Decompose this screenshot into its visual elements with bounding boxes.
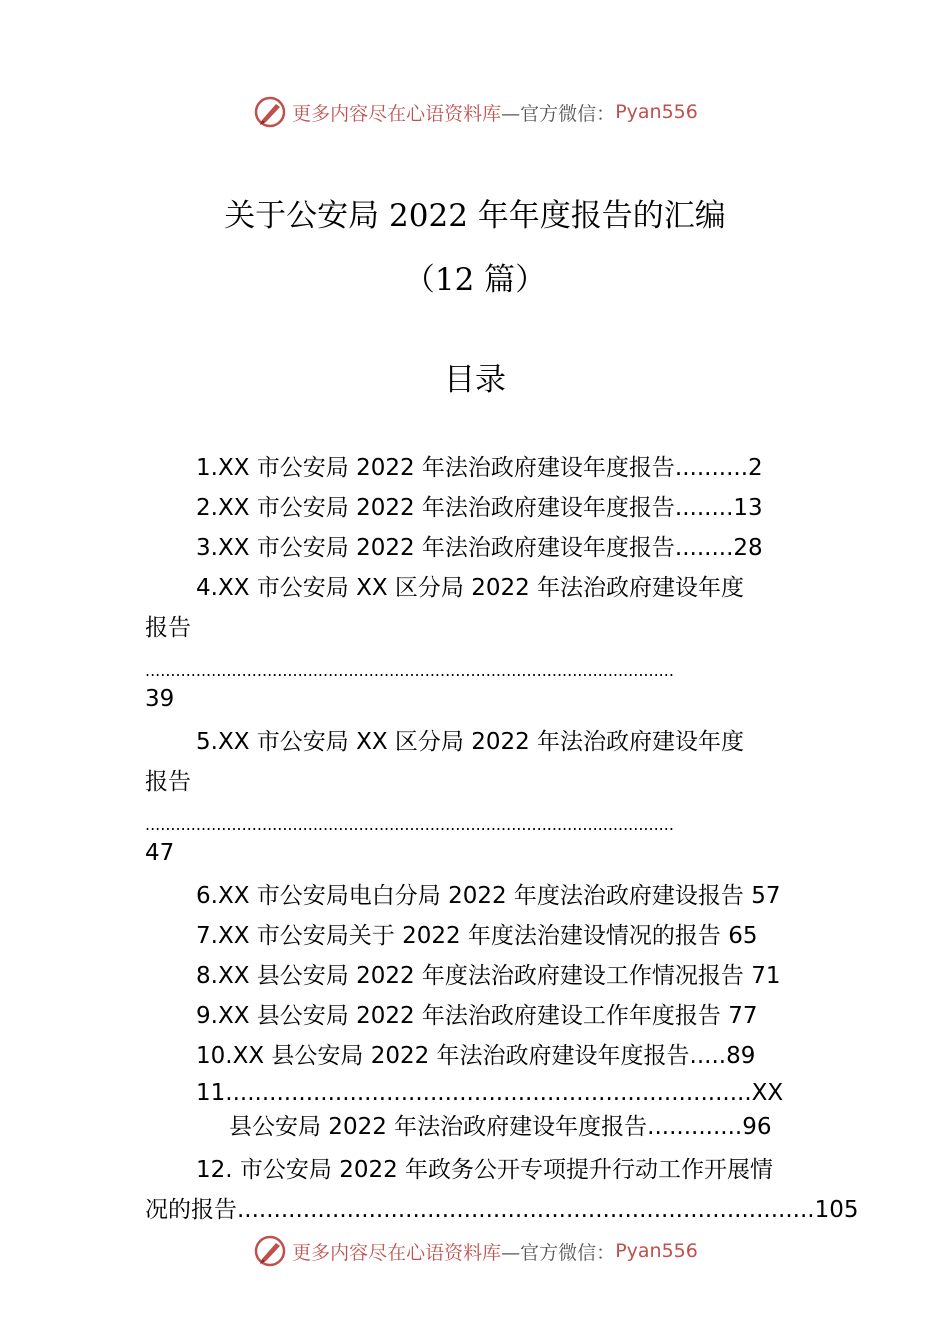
banner-label-text: —官方微信：	[501, 102, 616, 125]
toc-item-10[interactable]: 10.XX 县公安局 2022 年法治政府建设年度报告.....89	[196, 1043, 756, 1069]
footer-banner	[0, 1233, 950, 1269]
toc-item-4-line2[interactable]: 报告	[145, 615, 191, 641]
toc-item-11-line2[interactable]: 县公安局 2022 年法治政府建设年度报告.............96	[229, 1114, 772, 1140]
banner-account-text: Pyan556	[615, 1240, 698, 1262]
toc-item-12-line1[interactable]: 12. 市公安局 2022 年政务公开专项提升行动工作开展情	[196, 1157, 774, 1183]
table-of-contents	[145, 448, 859, 1230]
document-title: 关于公安局 2022 年年度报告的汇编	[224, 198, 726, 234]
banner-brand-text: 更多内容尽在心语资料库	[292, 1241, 502, 1264]
banner-label-text: —官方微信：	[501, 1241, 616, 1264]
toc-item-8[interactable]: 8.XX 县公安局 2022 年度法治政府建设工作情况报告 71	[196, 963, 781, 989]
toc-item-1[interactable]: 1.XX 市公安局 2022 年法治政府建设年度报告..........2	[196, 455, 763, 481]
brand-logo-icon	[252, 1233, 288, 1269]
toc-item-5-line2[interactable]: 报告	[145, 769, 191, 795]
banner-brand-text: 更多内容尽在心语资料库	[292, 102, 502, 125]
toc-item-5-line1[interactable]: 5.XX 市公安局 XX 区分局 2022 年法治政府建设年度	[196, 729, 745, 755]
toc-item-12-line2[interactable]: 况的报告...............................................................................105	[145, 1197, 859, 1223]
header-banner	[0, 94, 950, 130]
toc-item-2[interactable]: 2.XX 市公安局 2022 年法治政府建设年度报告........13	[196, 495, 763, 521]
toc-item-3[interactable]: 3.XX 市公安局 2022 年法治政府建设年度报告........28	[196, 535, 763, 561]
toc-item-4-line1[interactable]: 4.XX 市公安局 XX 区分局 2022 年法治政府建设年度	[196, 575, 745, 601]
toc-item-4-page: 39	[145, 686, 175, 712]
toc-item-5-leader: ........................................................................................................	[145, 815, 674, 834]
toc-item-7[interactable]: 7.XX 市公安局关于 2022 年度法治建设情况的报告 65	[196, 923, 758, 949]
toc-item-9[interactable]: 9.XX 县公安局 2022 年法治政府建设工作年度报告 77	[196, 1003, 758, 1029]
banner-account-text: Pyan556	[615, 101, 698, 123]
toc-item-11-line1[interactable]: 11........................................................................XX	[196, 1080, 784, 1106]
toc-item-6[interactable]: 6.XX 市公安局电白分局 2022 年度法治政府建设报告 57	[196, 883, 781, 909]
document-subtitle: （12 篇）	[403, 262, 547, 298]
toc-item-4-leader: ........................................................................................................	[145, 661, 674, 680]
brand-logo-icon	[252, 94, 288, 130]
toc-heading: 目录	[444, 362, 506, 398]
toc-item-5-page: 47	[145, 840, 175, 866]
